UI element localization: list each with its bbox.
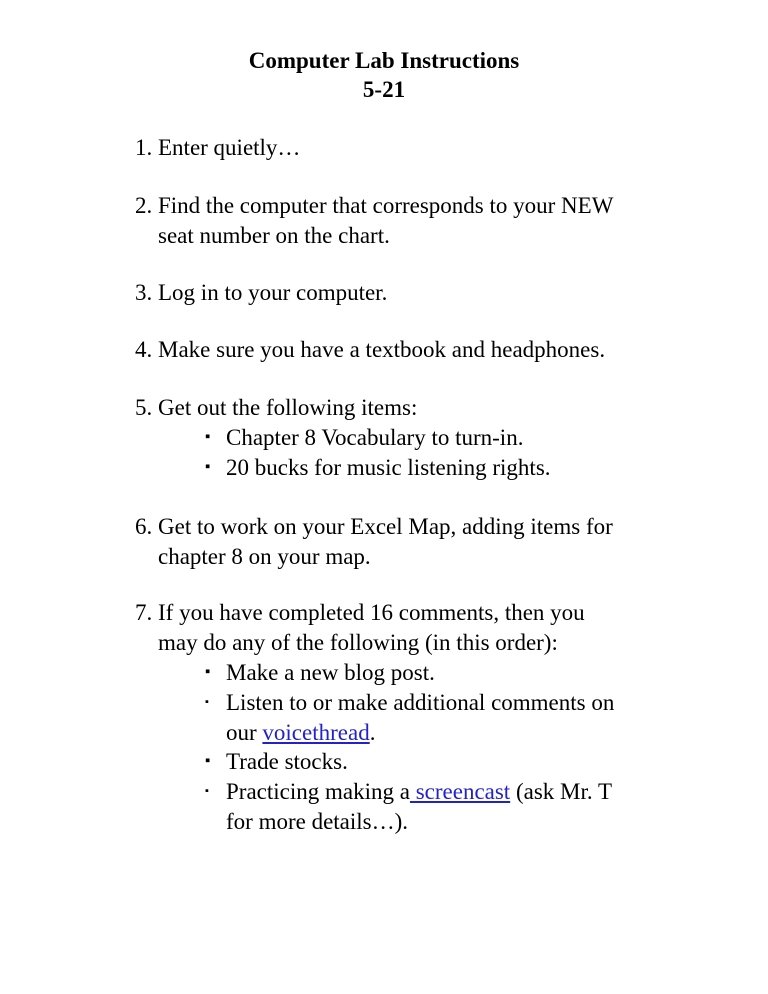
sub-item <box>205 688 685 747</box>
sub-item <box>205 453 685 483</box>
item-number: 7. <box>135 600 153 625</box>
item-number: 6. <box>135 514 153 539</box>
square-bullet-icon: ▪ <box>205 429 211 445</box>
item-text: Make sure you have a textbook and headphones. <box>158 337 606 362</box>
item-text-line2: chapter 8 on your map. <box>158 543 371 569</box>
list-item-3 <box>135 278 695 308</box>
square-bullet-icon: ▪ <box>205 459 211 475</box>
item-number: 3. <box>135 280 153 305</box>
sub-item-text: 20 bucks for music listening rights. <box>226 455 551 480</box>
text-prefix: our <box>226 719 263 745</box>
sub-item-text-line2: for more details…). <box>226 808 409 834</box>
square-bullet-icon: ▪ <box>205 753 211 769</box>
voicethread-link[interactable]: voicethread <box>262 719 370 745</box>
sub-item <box>205 658 685 688</box>
sub-item <box>205 777 685 836</box>
item-text-line2: may do any of the following (in this order): <box>158 629 558 655</box>
square-bullet-icon: ▪ <box>205 785 209 797</box>
list-item-2 <box>135 191 695 250</box>
sub-item <box>205 747 685 777</box>
list-item-7 <box>135 598 695 657</box>
item-number: 4. <box>135 337 153 362</box>
sub-item-text-line1: Listen to or make additional comments on <box>226 690 615 715</box>
square-bullet-icon: ▪ <box>205 696 209 708</box>
square-bullet-icon: ▪ <box>205 664 211 680</box>
item-number: 2. <box>135 193 153 218</box>
list-item-1 <box>135 133 695 163</box>
text-prefix: Practicing making a <box>226 779 410 804</box>
sub-item <box>205 423 685 453</box>
item-number: 5. <box>135 395 153 420</box>
sub-item-text: Chapter 8 Vocabulary to turn-in. <box>226 425 524 450</box>
sub-item-text-line1 <box>226 777 685 807</box>
sub-item-text-line2 <box>226 718 685 748</box>
document-title: Computer Lab Instructions <box>248 48 520 73</box>
list-item-6 <box>135 512 695 571</box>
text-suffix: . <box>369 719 376 745</box>
screencast-link[interactable]: screencast <box>409 779 511 804</box>
item-text-line2: seat number on the chart. <box>158 222 390 248</box>
item-number: 1. <box>135 135 153 160</box>
item-text: Enter quietly… <box>158 135 301 160</box>
item-text-line1: Get to work on your Excel Map, adding items for <box>158 514 613 539</box>
list-item-5 <box>135 393 695 423</box>
document-date: 5-21 <box>362 77 406 102</box>
text-suffix: (ask Mr. T <box>510 779 612 804</box>
item-text-line1: Find the computer that corresponds to your NEW <box>158 193 614 218</box>
item-text: Get out the following items: <box>158 395 418 420</box>
list-item-4 <box>135 335 695 365</box>
item-text: Log in to your computer. <box>158 280 388 305</box>
sub-item-text: Make a new blog post. <box>226 660 435 685</box>
sub-item-text: Trade stocks. <box>226 749 348 774</box>
item-text-line1: If you have completed 16 comments, then you <box>158 600 585 625</box>
